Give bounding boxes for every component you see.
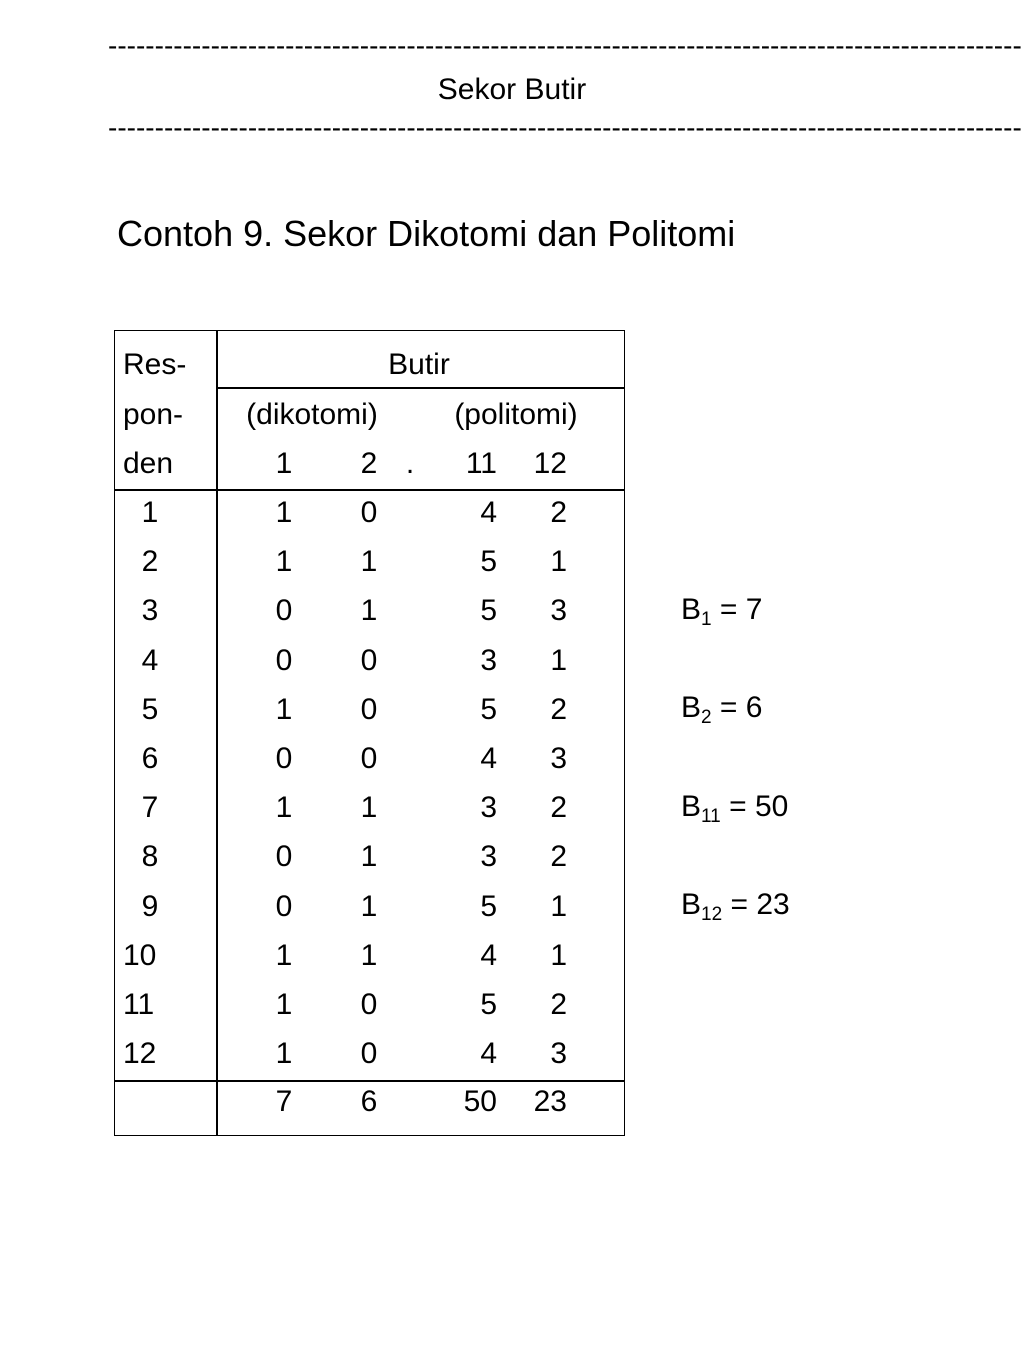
cell-item-12: 2 [550, 496, 567, 529]
cell-item-11: 5 [480, 889, 497, 923]
cell-item-1: 1 [275, 938, 293, 972]
cell-item-2: 1 [360, 889, 378, 923]
total-item-12: 23 [533, 1085, 567, 1118]
cell-respondent: 2 [141, 545, 159, 579]
total-item-2: 6 [360, 1085, 378, 1118]
cell-item-12: 3 [550, 594, 567, 628]
cell-respondent: 5 [141, 692, 159, 726]
cell-item-1: 0 [275, 643, 293, 677]
cell-item-12: 2 [550, 840, 567, 874]
header-dash-rule-top: -------------------------------------------------------------------------------------------------- [108, 30, 1022, 61]
sum-b12 [681, 887, 790, 923]
cell-item-11: 3 [480, 791, 497, 825]
cell-item-11: 3 [480, 840, 497, 874]
cell-item-12: 3 [550, 742, 567, 775]
sum-b11-symbol: B [681, 790, 702, 823]
header-dikotomi: (dikotomi) [246, 398, 378, 431]
header-dash-rule-bottom: -------------------------------------------------------------------------------------------------- [108, 112, 1022, 143]
cell-item-12: 1 [550, 545, 567, 579]
cell-item-11: 4 [480, 1037, 497, 1071]
cell-respondent: 4 [141, 643, 159, 677]
sum-b11-sub: 11 [701, 806, 721, 827]
cell-item-2: 1 [360, 938, 378, 972]
table-butir-rule [216, 387, 624, 389]
cell-respondent: 3 [141, 594, 159, 628]
sum-b1 [681, 592, 762, 628]
header-item-ellipsis: . [405, 447, 415, 480]
cell-item-2: 0 [360, 496, 378, 529]
sum-b12-value: = 23 [722, 888, 790, 921]
cell-item-1: 0 [275, 594, 293, 628]
cell-item-11: 5 [480, 594, 497, 628]
cell-item-12: 2 [550, 791, 567, 825]
cell-item-2: 1 [360, 545, 378, 579]
table-header-rule [115, 489, 624, 491]
sum-b11 [681, 789, 788, 825]
cell-respondent: 9 [141, 889, 159, 923]
cell-item-1: 0 [275, 742, 293, 775]
cell-item-1: 0 [275, 840, 293, 874]
cell-respondent: 8 [141, 840, 159, 874]
example-title: Contoh 9. Sekor Dikotomi dan Politomi [117, 213, 736, 254]
cell-respondent: 11 [123, 988, 155, 1021]
cell-item-1: 1 [275, 496, 293, 529]
cell-item-11: 4 [480, 742, 497, 775]
sum-b11-value: = 50 [720, 790, 789, 823]
table-total-rule [115, 1080, 624, 1082]
cell-item-11: 4 [480, 938, 497, 972]
cell-item-1: 1 [275, 692, 293, 726]
cell-item-12: 3 [550, 1037, 567, 1071]
cell-respondent: 6 [141, 742, 159, 775]
sum-b1-symbol: B [681, 593, 702, 626]
sum-b2-symbol: B [681, 691, 702, 724]
header-item-11: 11 [465, 447, 497, 480]
sum-b2-value: = 6 [711, 691, 763, 724]
cell-item-11: 4 [480, 496, 497, 529]
cell-item-12: 2 [550, 692, 567, 726]
cell-respondent: 1 [141, 496, 159, 529]
cell-item-11: 5 [480, 988, 497, 1021]
cell-item-11: 3 [480, 643, 497, 677]
header-respondent-line3: den [123, 447, 174, 480]
cell-item-1: 1 [275, 988, 293, 1021]
header-item-12: 12 [533, 447, 567, 480]
cell-item-2: 1 [360, 840, 378, 874]
header-respondent-line1: Res- [123, 348, 187, 381]
cell-item-12: 2 [550, 988, 567, 1021]
cell-item-2: 0 [360, 692, 378, 726]
cell-respondent: 12 [123, 1037, 157, 1071]
cell-item-1: 1 [275, 545, 293, 579]
cell-item-2: 0 [360, 643, 378, 677]
cell-item-2: 0 [360, 988, 378, 1021]
sum-b2 [681, 690, 762, 726]
cell-item-1: 0 [275, 889, 293, 923]
cell-item-11: 5 [480, 692, 497, 726]
cell-item-1: 1 [275, 1037, 293, 1071]
total-item-1: 7 [275, 1085, 293, 1118]
cell-respondent: 10 [123, 938, 157, 972]
cell-item-12: 1 [550, 938, 567, 972]
cell-item-2: 0 [360, 1037, 378, 1071]
sum-b2-sub: 2 [701, 707, 712, 728]
cell-item-2: 0 [360, 742, 378, 775]
header-respondent-line2: pon- [123, 398, 184, 431]
sum-b1-value: = 7 [711, 593, 763, 626]
total-item-11: 50 [463, 1085, 497, 1118]
cell-item-2: 1 [360, 791, 378, 825]
sum-b12-sub: 12 [701, 904, 723, 925]
cell-item-12: 1 [550, 889, 567, 923]
cell-item-11: 5 [480, 545, 497, 579]
sum-b12-symbol: B [681, 888, 702, 921]
table-vertical-rule [216, 331, 218, 1135]
header-politomi: (politomi) [454, 398, 578, 431]
header-item-1: 1 [275, 447, 293, 480]
header-title: Sekor Butir [437, 73, 587, 106]
header-butir: Butir [388, 348, 450, 381]
header-item-2: 2 [360, 447, 378, 480]
cell-item-1: 1 [275, 791, 293, 825]
cell-respondent: 7 [141, 791, 159, 825]
cell-item-2: 1 [360, 594, 378, 628]
cell-item-12: 1 [550, 643, 567, 677]
sum-b1-sub: 1 [701, 609, 712, 630]
score-table [114, 330, 625, 1136]
